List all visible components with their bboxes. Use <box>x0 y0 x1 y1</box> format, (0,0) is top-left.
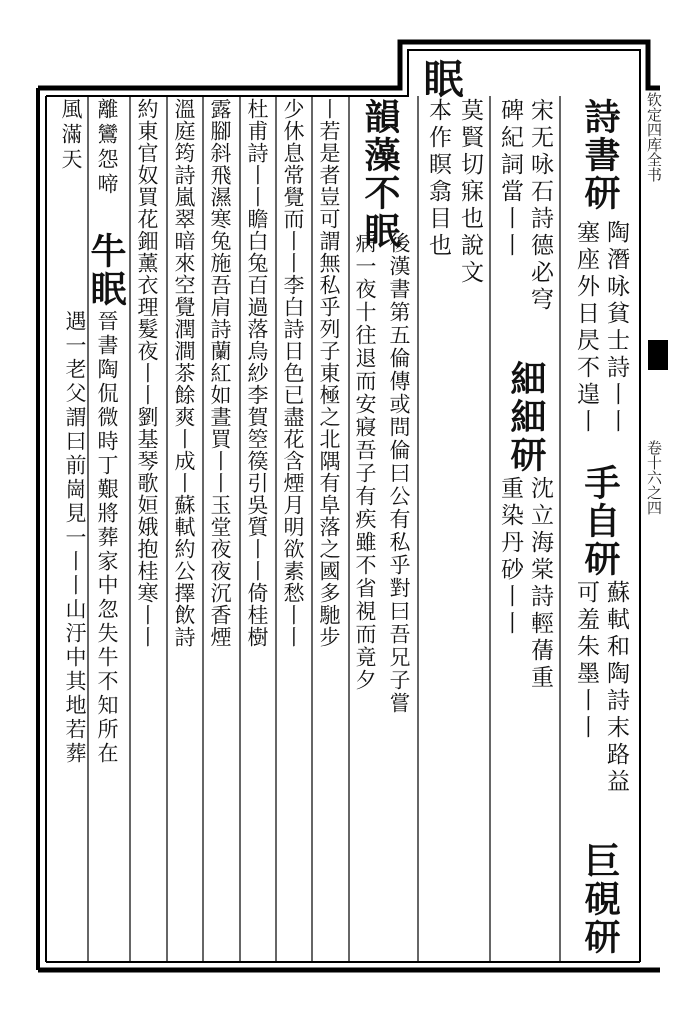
entry-text: 露腳斜飛濕寒兔施吾肩詩蘭紅如晝買丨丨玉堂夜夜沉香煙 <box>208 98 232 648</box>
entry-text: 蘇軾和陶詩末路益 <box>603 580 629 796</box>
entry-text: 杜甫詩丨丨瞻白兔百過落烏紗李賀箜篌引吳質丨丨倚桂樹 <box>245 98 269 648</box>
fishtail-marker <box>648 340 668 370</box>
entry-text: 少休息常覺而丨丨李白詩日色已盡花含煙月明欲素愁丨丨 <box>281 98 305 648</box>
entry-text: 沈立海棠詩輕蒨重 <box>527 476 553 692</box>
entry-text: 莫賢切寐也說文 <box>457 98 483 287</box>
header-character: 眠 <box>417 58 464 98</box>
entry-text: 陶潛咏貧士詩丨丨 <box>603 220 629 436</box>
entry-head-shouziyan: 手自研 <box>579 464 621 578</box>
margin-volume: 卷十六之四 <box>645 440 663 515</box>
entry-text: 溫庭筠詩嵐翠暗來空覺潤澗茶餘爽丨成丨蘇軾約公擇飲詩 <box>172 98 196 648</box>
entry-text: 後漢書第五倫傳或問倫曰公有私乎對曰吾兄子嘗 <box>387 232 411 715</box>
entry-text: 遇一老父謂曰前崗見一丨丨山汙中其地若葬 <box>63 310 87 766</box>
entry-text: 重染丹砂丨丨 <box>497 476 523 638</box>
entry-text: 離鸞怨啼 <box>95 98 119 198</box>
entry-text: 晉書陶侃微時丁艱將葬家中忽失牛不知所在 <box>95 310 119 766</box>
outer-border <box>38 42 660 88</box>
entry-head-niumian: 牛眠 <box>85 232 127 308</box>
entry-text: 碑紀詞當丨丨 <box>497 98 523 260</box>
entry-text: 本作瞑翕目也 <box>425 98 451 260</box>
entry-head-xixiyan: 細細研 <box>505 360 547 474</box>
margin-title: 钦定四库全书 <box>645 92 663 182</box>
entry-text: 宋无咏石詩德必穹 <box>527 98 553 314</box>
entry-text: 病一夜十往退而安寢吾子有疾雖不省視而竟夕 <box>353 232 377 692</box>
entry-text: 塞座外日昃不遑丨 <box>573 220 599 436</box>
entry-text: 丨若是者豈可謂無私乎列子東極之北隅有阜落之國多馳步 <box>317 98 341 648</box>
entry-text: 可羞朱墨丨丨 <box>573 580 599 742</box>
entry-text: 約東官奴買花鈿薰衣理髮夜丨丨劉基琴歌姮娥抱桂寒丨丨 <box>135 98 159 648</box>
entry-head-juyanyan: 巨硯研 <box>579 842 621 956</box>
entry-text: 風滿天 <box>59 98 83 173</box>
entry-head-shishuyan: 詩書研 <box>579 98 621 212</box>
entry-head-yunzaobumian: 韻藻不眠 <box>359 98 401 250</box>
